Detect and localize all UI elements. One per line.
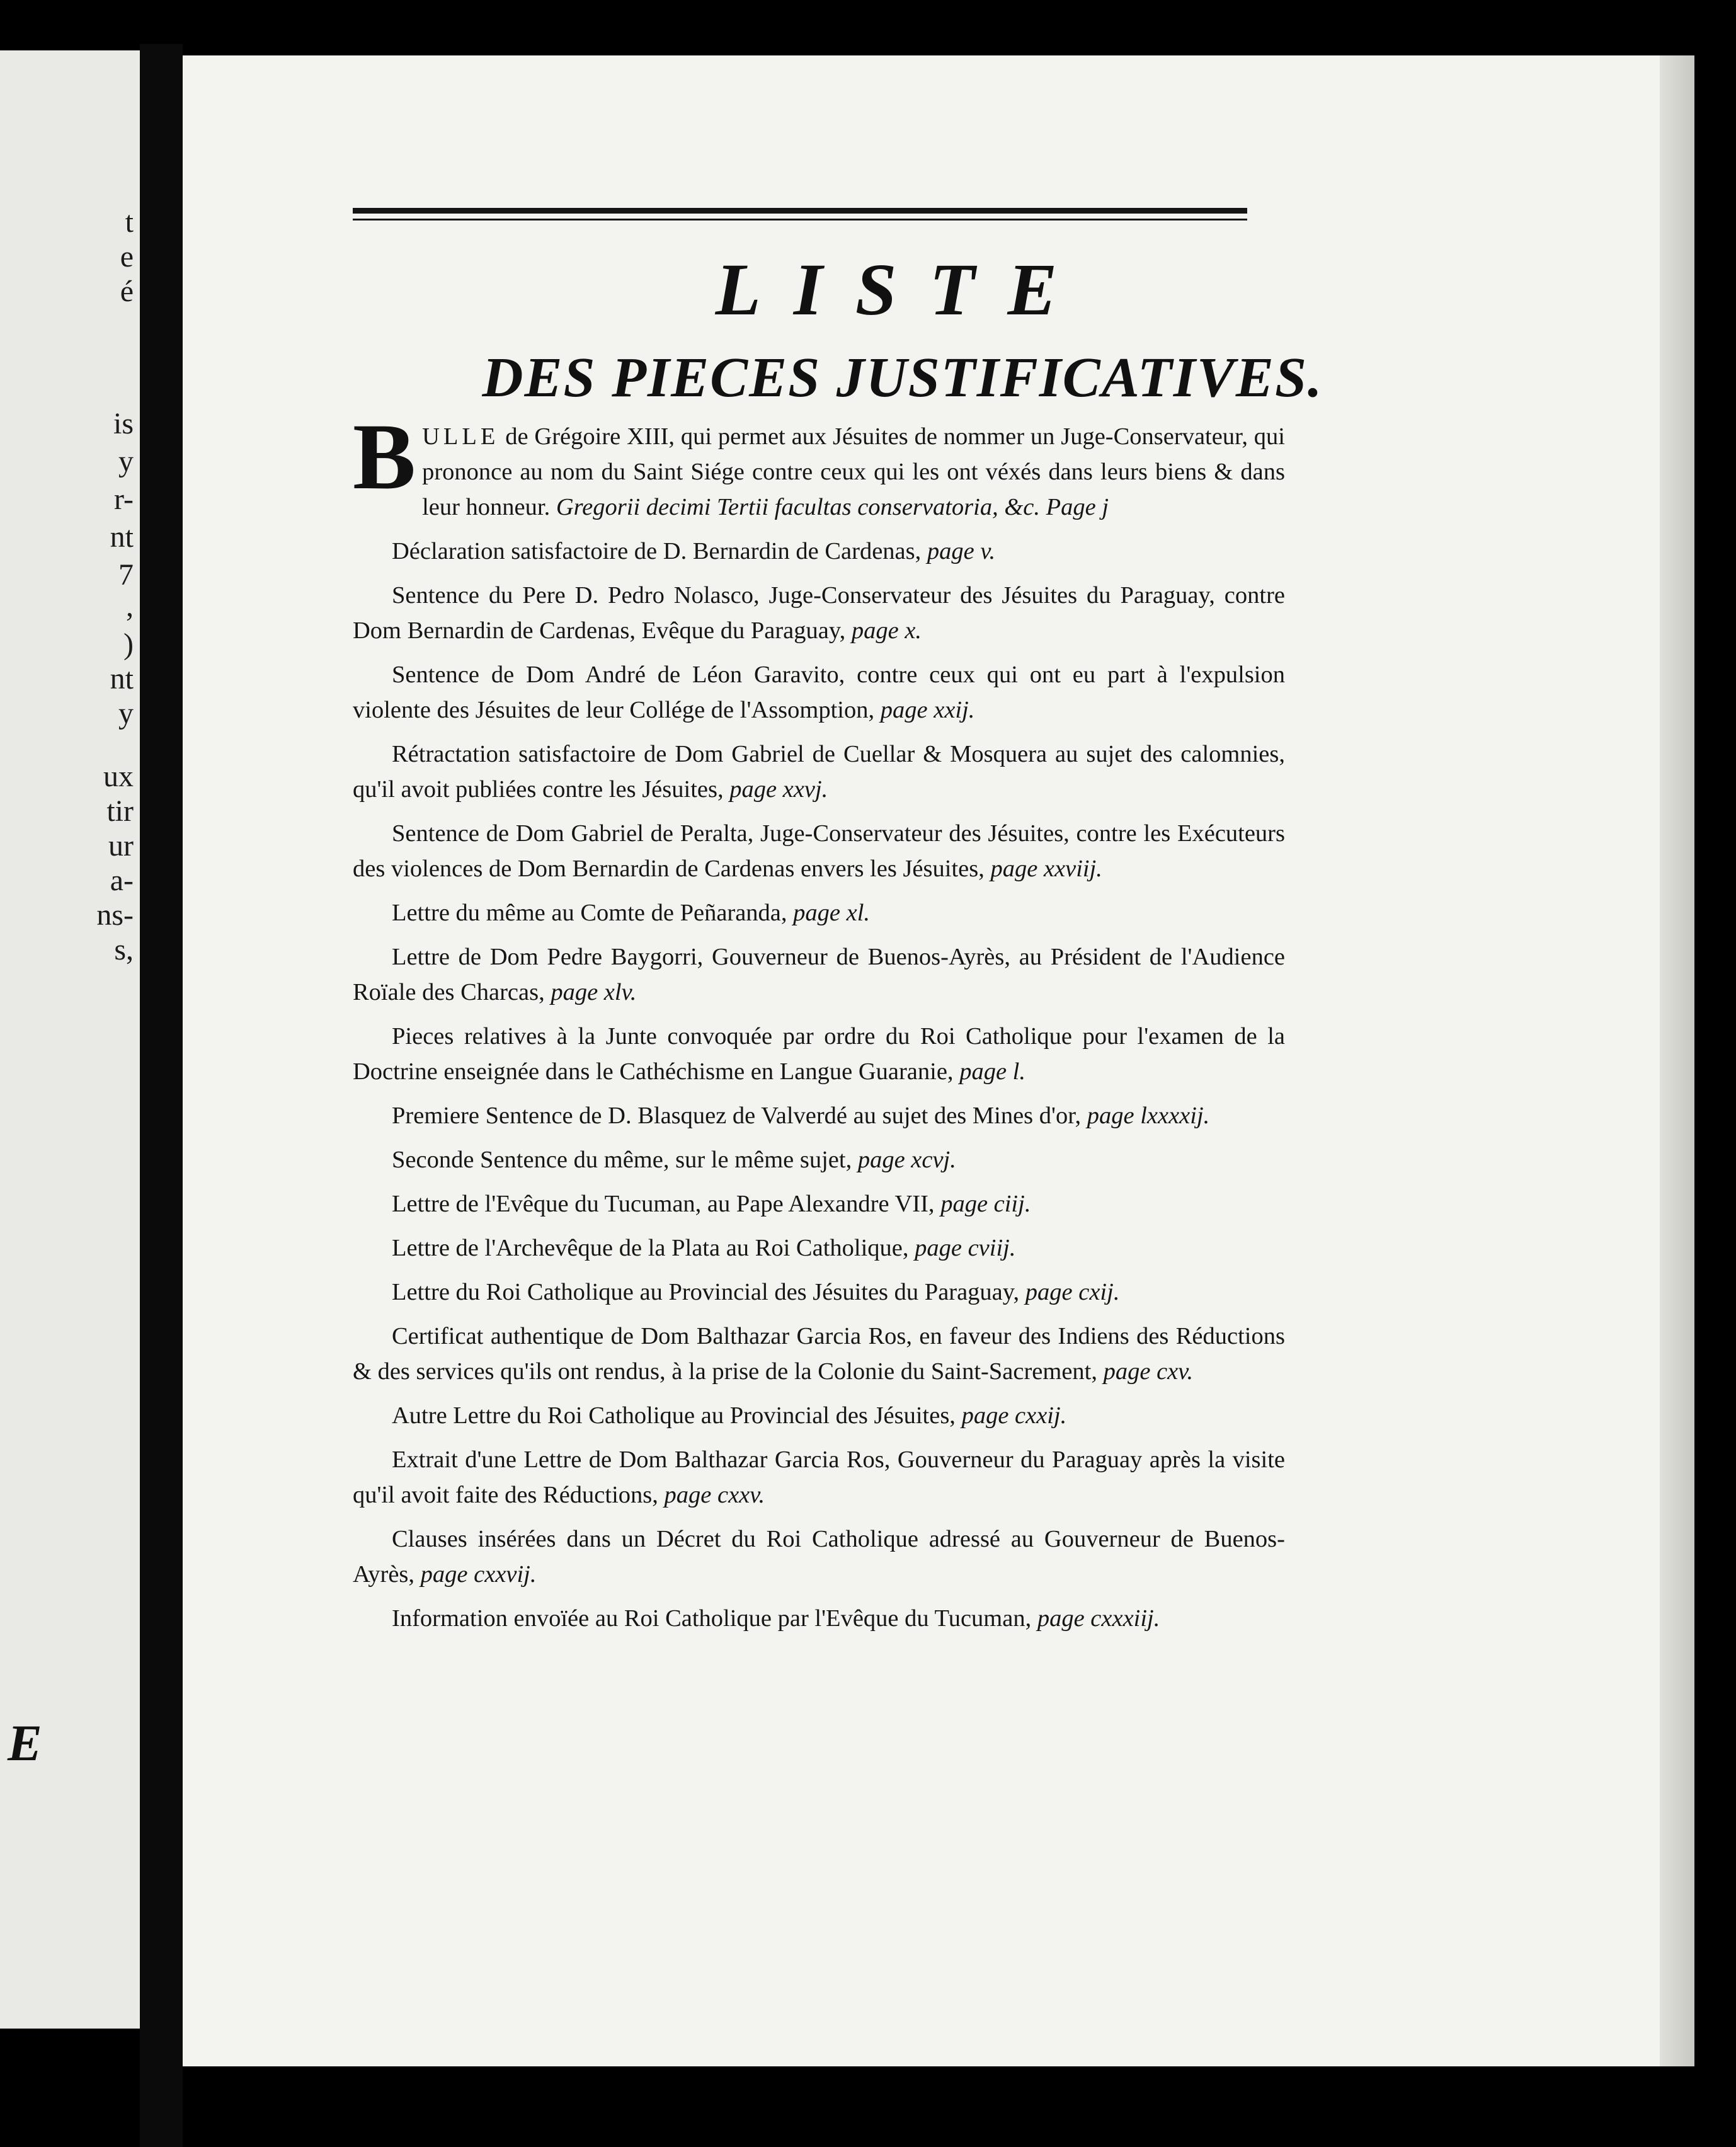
margin-fragment: ux [103,760,134,793]
margin-fragment: , [126,590,134,623]
list-item [353,1319,1285,1389]
page-subtitle: DES PIECES JUSTIFICATIVES. [482,346,1323,409]
entry-text: Clauses insérées dans un Décret du Roi Catholique adressé au Gouverneur de Buenos-Ayrès, [353,1526,1285,1588]
list-item [353,657,1285,728]
entry-page-ref: page v. [927,538,996,564]
margin-fragment: tir [106,794,134,828]
entry-page-ref: page cviij. [915,1235,1016,1261]
margin-fragment: r- [113,483,134,516]
list-item [353,1601,1285,1636]
margin-fragment: y [118,445,134,478]
entry-text: Information envoïée au Roi Catholique par l'Evêque du Tucuman, [392,1605,1032,1632]
margin-fragment: nt [110,662,134,696]
list-item [353,736,1285,807]
entry-page-ref: Page j [1046,494,1109,520]
entry-page-ref: page x. [851,617,922,644]
margin-fragment: nt [110,520,134,554]
entry-text: Lettre du Roi Catholique au Provincial des Jésuites du Paraguay, [392,1279,1020,1305]
drop-cap: B [353,404,416,509]
list-item [353,1230,1285,1266]
list-item [353,1274,1285,1310]
entry-text: Rétractation satisfactoire de Dom Gabriel de Cuellar & Mosquera au sujet des calomnies, qu'il avoit publiées contre les Jésuites, [353,741,1285,803]
list-item [353,1186,1285,1222]
entry-page-ref: page xl. [793,900,871,926]
entry-page-ref: page xxvj. [729,776,828,803]
entry-page-ref: page xlv. [551,979,637,1005]
entry-text: Autre Lettre du Roi Catholique au Provincial des Jésuites, [392,1402,956,1429]
list-item [353,1019,1285,1089]
entry-page-ref: page cxv. [1103,1358,1194,1385]
entry-page-ref: page xxij. [880,697,975,723]
entry-text: Lettre du même au Comte de Peñaranda, [392,900,787,926]
entry-page-ref: page xcvj. [857,1147,956,1173]
entry-text: Premiere Sentence de D. Blasquez de Valverdé au sujet des Mines d'or, [392,1102,1082,1129]
margin-fragment: a- [110,864,134,897]
entry-page-ref: page lxxxxij. [1087,1102,1210,1129]
list-item [353,534,1285,569]
entry-page-ref: page l. [959,1058,1025,1085]
list-item [353,1521,1285,1592]
entry-latin: Gregorii decimi Tertii facultas conservatoria, &c. [556,494,1040,520]
entry-page-ref: page cxxxiij. [1037,1605,1160,1632]
entry-page-ref: page cxxvij. [420,1561,537,1588]
list-item [353,816,1285,886]
entry-text: Sentence de Dom André de Léon Garavito, contre ceux qui ont eu part à l'expulsion violente des Jésuites de leur Collége de l'Assomption, [353,661,1285,723]
entry-page-ref: page xxviij. [990,856,1102,882]
margin-fragment: is [113,407,134,440]
entry-text: de Grégoire XIII, qui permet aux Jésuites de nommer un Juge-Conservateur, qui prononce au nom du Saint Siége contre ceux qui les ont véxés dans leurs biens & dans leur honneur. [422,423,1285,520]
entry-lead: ULLE [422,423,500,450]
list-item [353,939,1285,1010]
margin-fragment: é [120,275,134,308]
margin-fragment: ns- [96,898,134,932]
entry-page-ref: page cxxv. [664,1482,765,1508]
entry-text: Lettre de l'Archevêque de la Plata au Roi Catholique, [392,1235,909,1261]
entry-page-ref: page ciij. [940,1191,1031,1217]
margin-letter: E [8,1714,42,1772]
entry-text: Lettre de Dom Pedre Baygorri, Gouverneur de Buenos-Ayrès, au Président de l'Audience Roïale des Charcas, [353,944,1285,1005]
entry-text: Pieces relatives à la Junte convoquée par ordre du Roi Catholique pour l'examen de la Doctrine enseignée dans le Cathéchisme en Langue Guaranie, [353,1023,1285,1085]
list-item [353,895,1285,930]
margin-fragment: 7 [118,558,134,592]
margin-fragment: t [125,205,134,239]
entry-text: Déclaration satisfactoire de D. Bernardin de Cardenas, [392,538,922,564]
entry-text: Sentence du Pere D. Pedro Nolasco, Juge-Conservateur des Jésuites du Paraguay, contre Dom Bernardin de Cardenas, Evêque du Paraguay, [353,582,1285,644]
margin-fragment: ) [123,627,134,661]
list-item [353,1398,1285,1433]
entry-text: Sentence de Dom Gabriel de Peralta, Juge-Conservateur des Jésuites, contre les Exécuteurs des violences de Dom Bernardin de Cardenas envers les Jésuites, [353,820,1285,882]
list-item [353,1098,1285,1133]
margin-fragment: s, [114,933,134,966]
margin-fragment: e [120,240,134,273]
list-item [353,578,1285,648]
entry-text: Lettre de l'Evêque du Tucuman, au Pape Alexandre VII, [392,1191,935,1217]
page-title: LISTE [715,248,1090,331]
margin-fragment: ur [108,829,134,862]
entry-text: Certificat authentique de Dom Balthazar Garcia Ros, en faveur des Indiens des Réductions & des services qu'ils ont rendus, à la prise de la Colonie du Saint-Sacrement, [353,1323,1285,1385]
entries-list [353,404,1285,1645]
entry-page-ref: page cxij. [1025,1279,1120,1305]
header-rule [353,208,1247,214]
entry-text: Extrait d'une Lettre de Dom Balthazar Garcia Ros, Gouverneur du Paraguay après la visite qu'il avoit faite des Réductions, [353,1446,1285,1508]
list-item [353,1142,1285,1177]
entry-page-ref: page cxxij. [961,1402,1067,1429]
margin-fragment: y [118,697,134,730]
list-item [353,404,1285,525]
entry-text: Seconde Sentence du même, sur le même sujet, [392,1147,852,1173]
list-item [353,1442,1285,1513]
